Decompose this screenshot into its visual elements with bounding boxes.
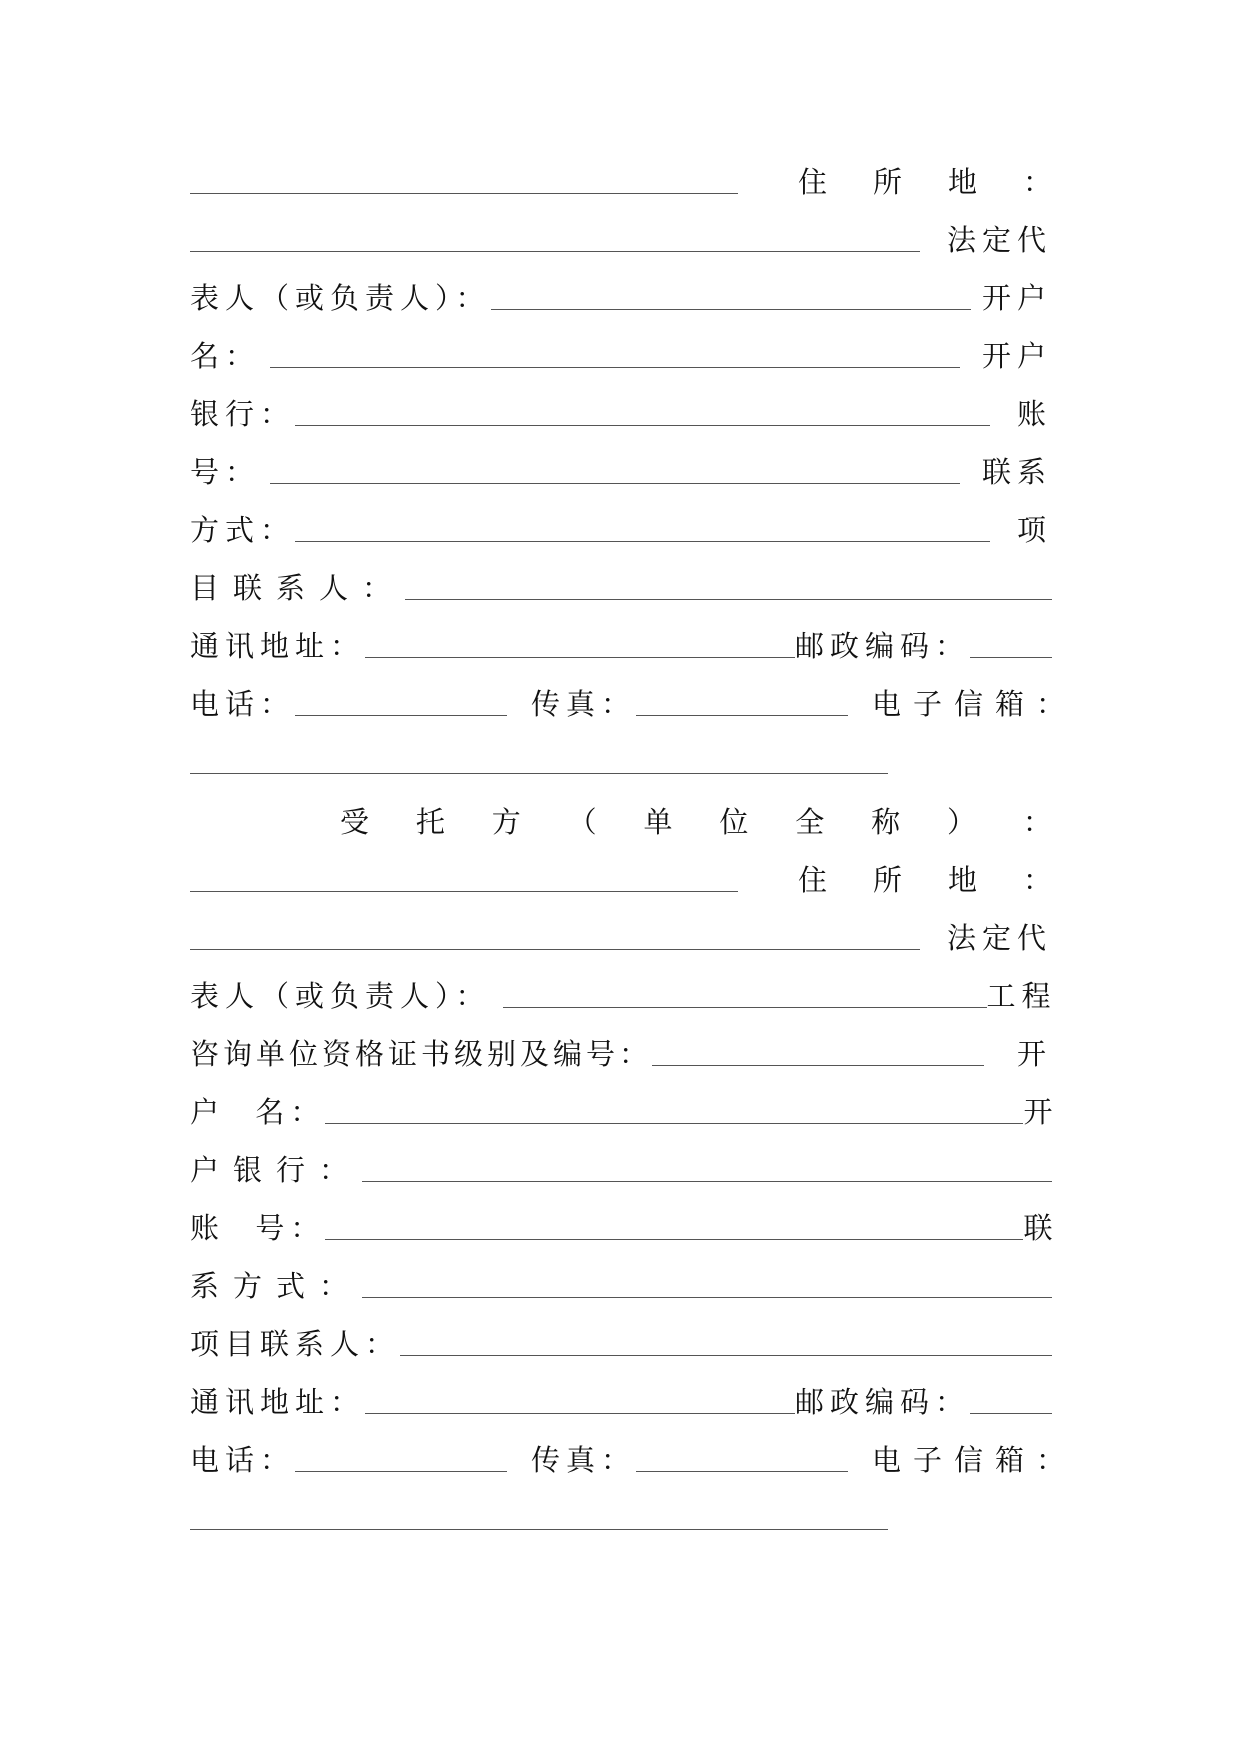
party-b-phone-label: 电话： (190, 1443, 296, 1477)
party-b-account-no-label: 账 号： (190, 1211, 326, 1245)
party-b-mail-address-label: 通讯地址： (190, 1385, 366, 1419)
party-a-bank-blank[interactable] (295, 425, 990, 426)
party-b-account-name-blank[interactable] (325, 1123, 1023, 1124)
party-b-bank-label-start: 开 (1023, 1095, 1059, 1129)
party-a-residence-row (190, 160, 1052, 200)
party-a-project-contact-label-start: 项 (1016, 513, 1052, 547)
party-a-contact-label-end: 方式： (190, 513, 296, 547)
party-a-phone-row (190, 682, 1078, 722)
party-b-qualification-row (190, 974, 1057, 1014)
party-b-email-label: 电子信箱： (872, 1443, 1078, 1477)
party-b-account-name-row (190, 1032, 1052, 1072)
party-b-fax-label: 传真： (531, 1443, 637, 1477)
party-a-phone-blank[interactable] (295, 715, 507, 716)
party-b-contact-row (190, 1264, 1052, 1304)
party-a-residence-label: 住 所 地 ： (798, 165, 1052, 199)
party-b-title-row (190, 800, 1052, 840)
party-b-account-no-row (190, 1206, 1059, 1246)
party-b-account-name-label-start: 开 (1016, 1037, 1052, 1071)
party-a-fax-label: 传真： (531, 687, 637, 721)
party-b-phone-blank[interactable] (295, 1471, 507, 1472)
party-b-project-contact-row (190, 1322, 1052, 1362)
party-b-bank-blank[interactable] (362, 1181, 1052, 1182)
party-a-contact-row (190, 450, 1052, 490)
party-a-mail-address-blank[interactable] (365, 657, 795, 658)
party-b-legal-rep-label-start: 法定代 (946, 921, 1052, 955)
party-a-project-contact-row (190, 508, 1052, 548)
party-a-residence-blank[interactable] (190, 251, 920, 252)
party-a-legal-rep-label-end: 表人（或负责人）： (190, 281, 491, 315)
party-a-legal-rep-row (190, 218, 1052, 258)
party-b-contact-label-start: 联 (1023, 1211, 1059, 1245)
party-b-address-row (190, 1380, 1052, 1420)
party-a-contact-blank[interactable] (295, 541, 990, 542)
party-a-project-contact-label-end: 目联系人： (190, 571, 406, 605)
party-b-project-contact-blank[interactable] (400, 1355, 1052, 1356)
party-a-contact-label-start: 联系 (981, 455, 1052, 489)
party-a-account-name-blank[interactable] (270, 367, 960, 368)
party-a-mail-address-label: 通讯地址： (190, 629, 366, 663)
party-a-bank-row (190, 334, 1052, 374)
party-b-bank-row (190, 1090, 1059, 1130)
party-a-project-contact-blank[interactable] (405, 599, 1052, 600)
party-b-bank-label-end: 户银行： (190, 1153, 363, 1187)
party-b-title: 受 托 方 （ 单 位 全 称 ） ： (340, 805, 1052, 839)
party-a-account-name-row (190, 276, 1052, 316)
party-b-contact-blank[interactable] (362, 1297, 1052, 1298)
party-b-name-blank[interactable] (190, 891, 738, 892)
party-b-email-blank-row (190, 1496, 1052, 1536)
party-b-residence-row (190, 858, 1052, 898)
party-b-qualification-blank[interactable] (652, 1065, 984, 1066)
party-a-legal-rep-blank[interactable] (491, 309, 971, 310)
party-b-fax-blank[interactable] (636, 1471, 848, 1472)
party-b-qualification-label-end: 咨询单位资格证书级别及编号： (190, 1037, 653, 1071)
party-b-mail-address-blank[interactable] (365, 1413, 795, 1414)
party-b-project-contact-label: 项目联系人： (190, 1327, 401, 1361)
party-a-email-blank[interactable] (190, 773, 888, 774)
party-a-account-no-label-start: 账 (1016, 397, 1052, 431)
party-a-account-no-row (190, 392, 1052, 432)
party-b-postcode-blank[interactable] (970, 1413, 1052, 1414)
party-a-project-contact-end-row (190, 566, 1052, 606)
party-b-account-name-label-end: 户 名： (190, 1095, 326, 1129)
party-a-bank-label-end: 银行： (190, 397, 296, 431)
party-b-qualification-label-start: 工程 (986, 979, 1057, 1013)
party-b-residence-blank[interactable] (190, 949, 920, 950)
party-a-account-no-blank[interactable] (270, 483, 960, 484)
party-b-phone-row (190, 1438, 1078, 1478)
party-a-legal-rep-label-start: 法定代 (946, 223, 1052, 257)
party-b-residence-label: 住 所 地 ： (798, 863, 1052, 897)
party-b-email-blank[interactable] (190, 1529, 888, 1530)
party-a-email-label: 电子信箱： (872, 687, 1078, 721)
party-a-name-blank[interactable] (190, 193, 738, 194)
party-b-legal-rep-label-end: 表人（或负责人）： (190, 979, 491, 1013)
party-b-postcode-label: 邮政编码： (795, 1385, 971, 1419)
party-b-bank-end-row (190, 1148, 1052, 1188)
party-a-postcode-blank[interactable] (970, 657, 1052, 658)
party-a-bank-label-start: 开户 (981, 339, 1052, 373)
party-a-email-blank-row (190, 740, 1052, 780)
party-b-legal-rep-row (190, 916, 1052, 956)
party-a-postcode-label: 邮政编码： (795, 629, 971, 663)
party-a-phone-label: 电话： (190, 687, 296, 721)
party-a-account-name-label-end: 名： (190, 339, 261, 373)
party-a-fax-blank[interactable] (636, 715, 848, 716)
party-b-contact-label-end: 系方式： (190, 1269, 363, 1303)
party-a-address-row (190, 624, 1052, 664)
party-a-account-name-label-start: 开户 (981, 281, 1052, 315)
party-a-account-no-label-end: 号： (190, 455, 261, 489)
party-b-account-no-blank[interactable] (325, 1239, 1023, 1240)
party-b-legal-rep-blank[interactable] (503, 1007, 987, 1008)
